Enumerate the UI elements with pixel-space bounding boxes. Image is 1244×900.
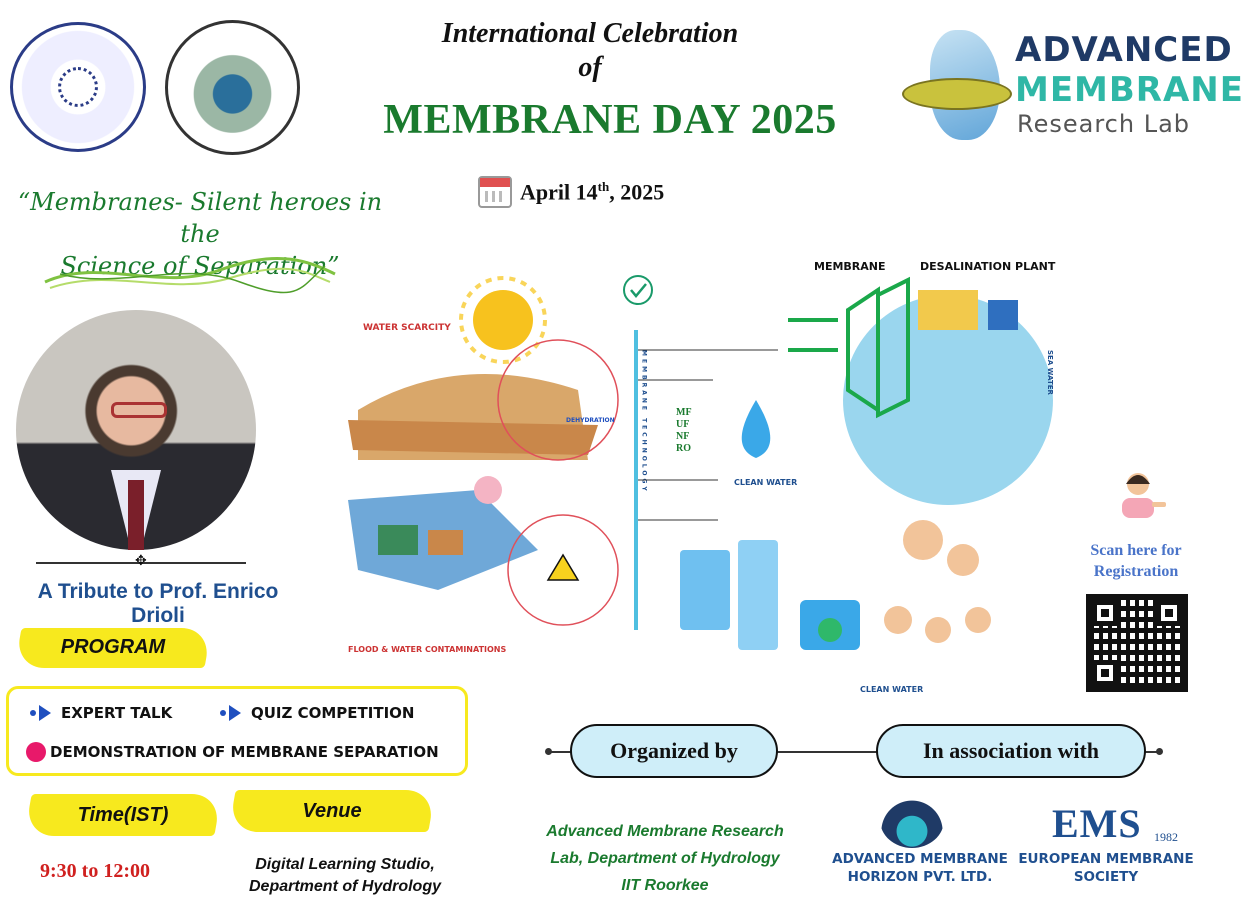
title-line2: of [578,52,602,83]
water-scarcity-label: WATER SCARCITY [363,323,451,333]
venue-value: Digital Learning Studio, Department of Hydrology [248,856,441,895]
program-label: PROGRAM [60,636,166,658]
clean-water-label-2: CLEAN WATER [860,685,924,694]
amh-logo-icon [880,792,944,848]
time-label: Time(IST) [77,804,169,826]
event-date [478,176,664,208]
line-end-dot [545,748,552,755]
prof-portrait [16,310,256,550]
lab-logo-line3: Research Lab [1017,110,1191,138]
program-item: EXPERT TALK [30,704,172,722]
registration-prompt: Scan here for Registration [1090,542,1182,580]
flood-label: FLOOD & WATER CONTAMINATIONS [348,645,507,654]
registration-qr-code[interactable] [1086,594,1188,692]
wheel-icon [58,67,98,107]
decorative-swirl-icon [40,252,340,296]
lab-logo-line1: ADVANCED [1015,30,1233,70]
divider-ornament-icon: ✥ [135,552,147,568]
sea-water-label: SEA WATER [1046,350,1054,395]
line-end-dot [1156,748,1163,755]
date-text: April 14th, 2025 [520,178,665,205]
organized-by-pill: Organized by [570,724,778,778]
tribute-text: A Tribute to Prof. Enrico Drioli [37,580,279,627]
tagline-quote: “Membranes- Silent heroes in the Science of Separation” [17,188,383,280]
association-pill: In association with [876,724,1146,778]
clean-water-label-1: CLEAN WATER [734,478,798,487]
desalination-label: DESALINATION PLANT [920,260,1056,273]
organizer-name: Advanced Membrane Research Lab, Department of Hydrology IIT Roorkee [546,823,784,894]
venue-label: Venue [302,800,362,822]
lab-logo-line2: MEMBRANE [1015,70,1244,110]
iit-roorkee-logo [10,22,146,152]
membrane-label: MEMBRANE [814,260,886,273]
ems-year: 1982 [1154,830,1178,844]
pointing-girl-icon [1108,470,1168,518]
filter-ro: RO [676,443,691,454]
amh-name: ADVANCED MEMBRANE HORIZON PVT. LTD. [832,851,1008,885]
membrane-technology-label: MEMBRANE TECHNOLOGY [640,350,648,494]
filter-uf: UF [676,419,690,430]
title-line1: International Celebration [441,18,739,49]
time-value: 9:30 to 12:00 [40,860,150,882]
bullet-dot-icon [26,742,46,762]
page-title: MEMBRANE DAY 2025 [383,97,837,143]
program-item: QUIZ COMPETITION [220,704,414,722]
program-item: DEMONSTRATION OF MEMBRANE SEPARATION [26,742,439,762]
filter-nf: NF [676,431,690,442]
membrane-technology-illustration [338,250,1098,710]
filter-mf: MF [676,407,692,418]
calendar-icon [478,176,512,208]
department-of-hydrology-logo [165,20,300,155]
ems-name: EUROPEAN MEMBRANE SOCIETY [1018,851,1194,885]
ems-logo: EMS [1052,801,1142,846]
arrow-icon [30,705,51,721]
dehydration-label: DEHYDRATION [566,417,615,424]
arrow-icon [220,705,241,721]
